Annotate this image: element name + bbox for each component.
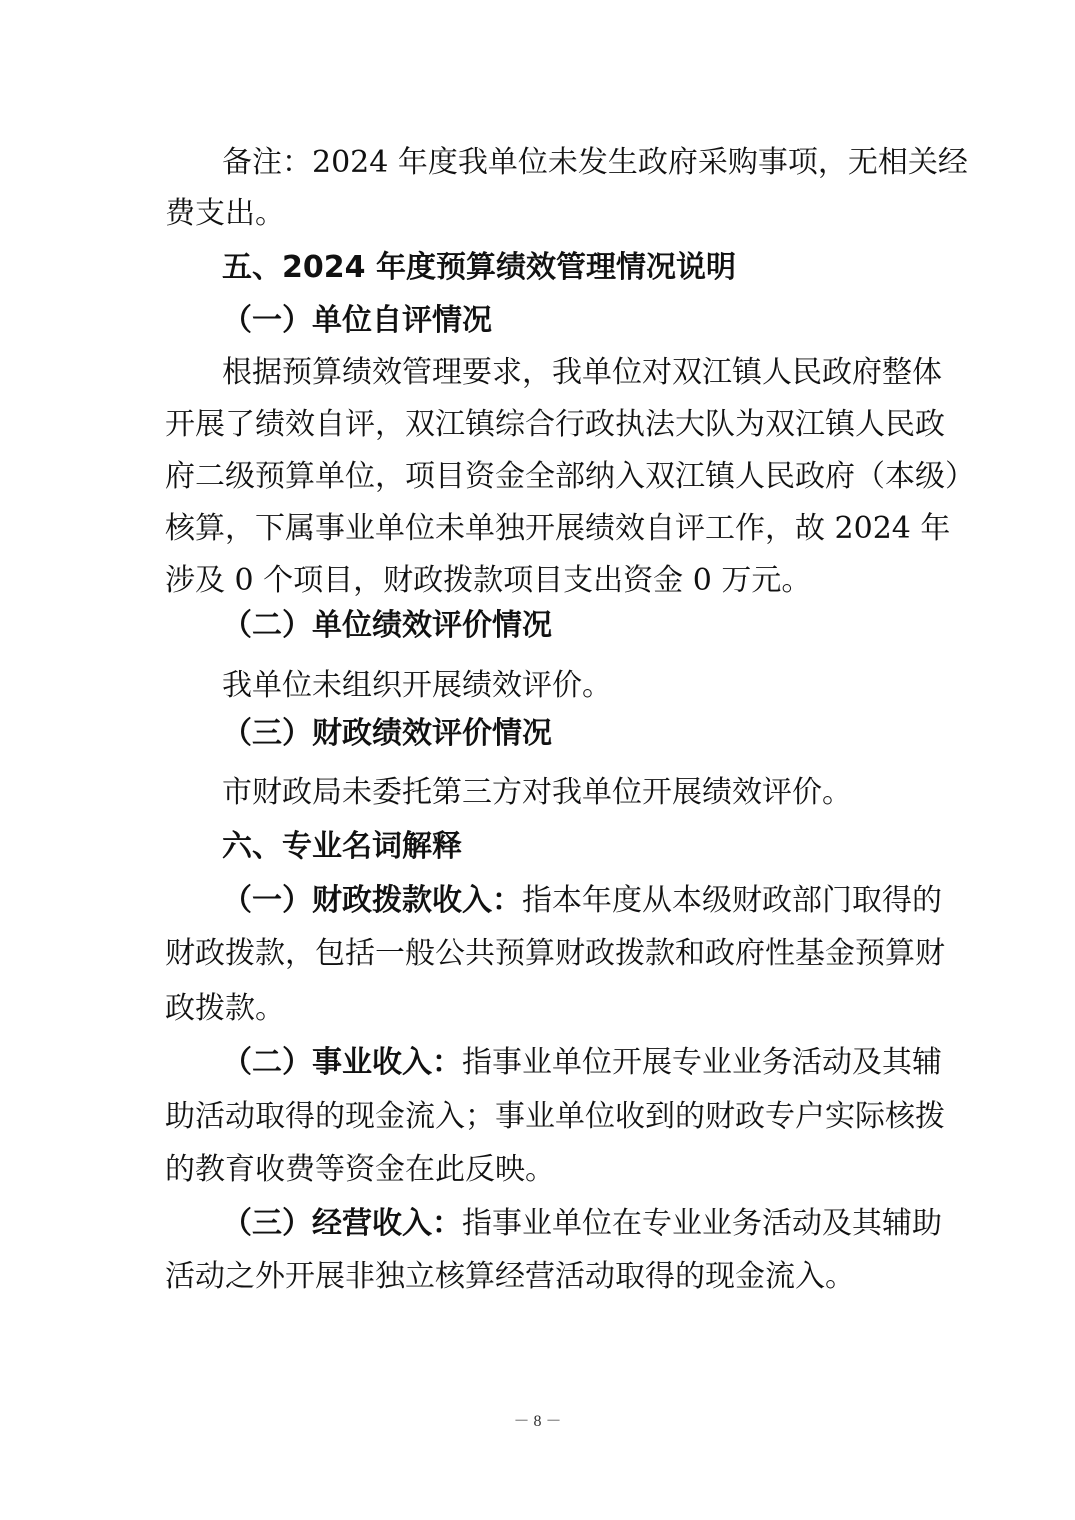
- note-line-2: 费支出。: [165, 196, 285, 231]
- section5-sub1-title: （一）单位自评情况: [222, 303, 492, 338]
- term1-line-2: 财政拨款，包括一般公共预算财政拨款和政府性基金预算财: [165, 936, 945, 971]
- term2-text-1: 指事业单位开展专业业务活动及其辅: [462, 1045, 942, 1080]
- note-line-1: 备注：2024 年度我单位未发生政府采购事项，无相关经: [222, 145, 968, 180]
- term1-line-1: [222, 881, 942, 921]
- term2-label: （二）事业收入：: [222, 1045, 462, 1080]
- section5-sub3-title: （三）财政绩效评价情况: [222, 716, 552, 751]
- section5-sub2-text: 我单位未组织开展绩效评价。: [222, 668, 612, 703]
- section6-title: 六、专业名词解释: [222, 829, 462, 864]
- term3-line-1: [222, 1204, 942, 1244]
- term2-line-1: [222, 1043, 942, 1083]
- term3-label: （三）经营收入：: [222, 1206, 462, 1241]
- section5-title: 五、2024 年度预算绩效管理情况说明: [222, 250, 736, 285]
- section5-sub1-line-3: 府二级预算单位，项目资金全部纳入双江镇人民政府（本级）: [165, 459, 975, 494]
- section5-sub2-title: （二）单位绩效评价情况: [222, 608, 552, 643]
- section5-sub3-text: 市财政局未委托第三方对我单位开展绩效评价。: [222, 775, 852, 810]
- term1-text-1: 指本年度从本级财政部门取得的: [522, 883, 942, 918]
- term1-line-3: 政拨款。: [165, 991, 285, 1026]
- page-number: － 8 －: [513, 1413, 562, 1430]
- section5-sub1-line-5: 涉及 0 个项目，财政拨款项目支出资金 0 万元。: [165, 563, 812, 598]
- term2-line-3: 的教育收费等资金在此反映。: [165, 1152, 555, 1187]
- term3-line-2: 活动之外开展非独立核算经营活动取得的现金流入。: [165, 1259, 855, 1294]
- term1-label: （一）财政拨款收入：: [222, 883, 522, 918]
- section5-sub1-line-1: 根据预算绩效管理要求，我单位对双江镇人民政府整体: [222, 355, 942, 390]
- term2-line-2: 助活动取得的现金流入；事业单位收到的财政专户实际核拨: [165, 1099, 945, 1134]
- term3-text-1: 指事业单位在专业业务活动及其辅助: [462, 1206, 942, 1241]
- section5-sub1-line-2: 开展了绩效自评，双江镇综合行政执法大队为双江镇人民政: [165, 407, 945, 442]
- section5-sub1-line-4: 核算，下属事业单位未单独开展绩效自评工作，故 2024 年: [165, 511, 951, 546]
